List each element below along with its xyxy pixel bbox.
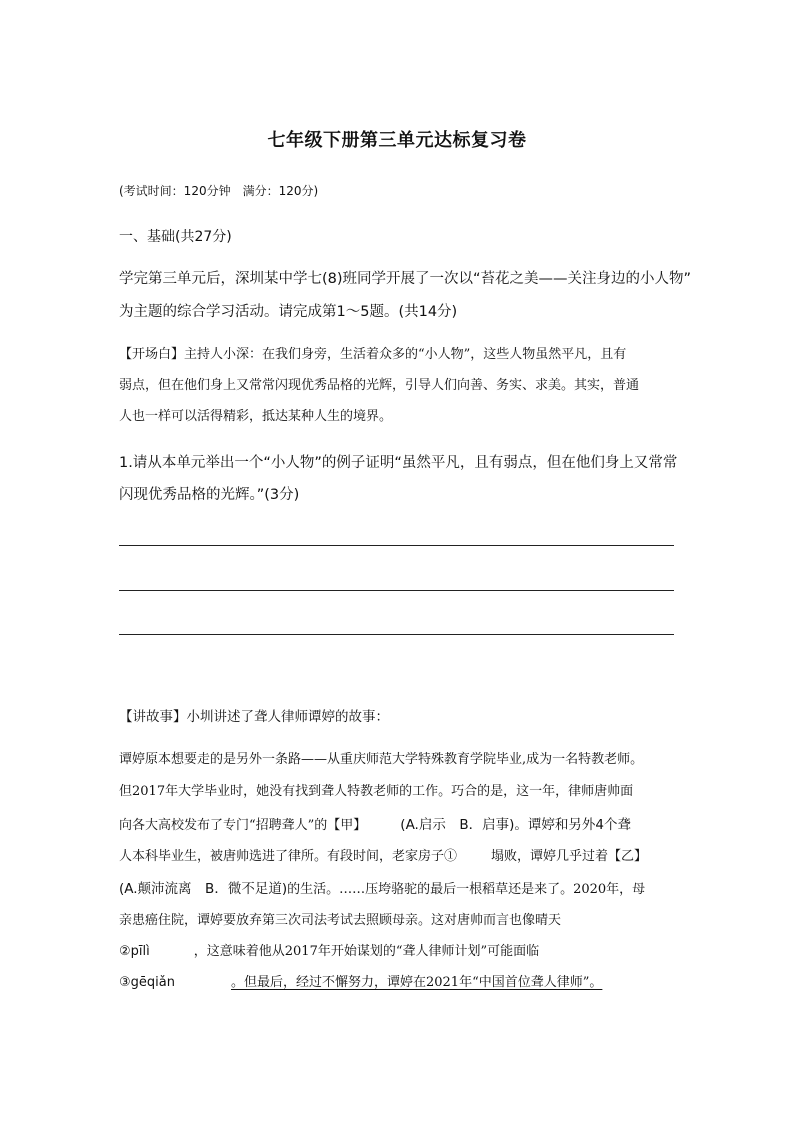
opening-line-1: 【开场白】主持人小深：在我们身旁，生活着众多的“小人物”，这些人物虽然平凡，且有 xyxy=(119,347,627,362)
intro-line-2: 为主题的综合学习活动。请完成第1～5题。(共14分) xyxy=(119,304,458,320)
intro-line-1: 学完第三单元后，深圳某中学七(8)班同学开展了一次以“苔花之美——关注身边的小人物” xyxy=(119,271,692,287)
story-line-4 xyxy=(119,847,679,867)
section-heading: 一、基础(共27分) xyxy=(119,229,232,245)
story-line-8 xyxy=(119,973,679,993)
pinyin-2: ②pīlì xyxy=(119,944,150,959)
story-line-4-text-b: 塌败，谭婷几乎过着【乙】 xyxy=(491,849,648,864)
underlined-sentence: 。但最后，经过不懈努力，谭婷在2021年“中国首位聋人律师”。 xyxy=(230,975,603,990)
opening-line-2: 弱点，但在他们身上又常常闪现优秀品格的光辉，引导人们向善、务实、求美。其实，普通 xyxy=(119,378,640,393)
story-line-5-text: 的生活。……压垮骆驼的最后一根稻草还是来了。2020年，母 xyxy=(287,882,646,897)
story-line-3 xyxy=(119,815,679,836)
question-1-line-1: 1.请从本单元举出一个“小人物”的例子证明“虽然平凡，且有弱点，但在他们身上又常常 xyxy=(119,455,678,471)
answer-line[interactable] xyxy=(119,545,674,546)
story-line-7-text: ，这意味着他从2017年开始谋划的“聋人律师计划”可能面临 xyxy=(193,944,540,959)
opening-line-3: 人也一样可以活得精彩，抵达某种人生的境界。 xyxy=(119,409,393,424)
answer-line[interactable] xyxy=(119,590,674,591)
exam-info: (考试时间：120分钟 满分：120分) xyxy=(119,184,319,198)
question-1-line-2: 闪现优秀品格的光辉。”(3分) xyxy=(119,487,300,503)
page-title: 七年级下册第三单元达标复习卷 xyxy=(267,130,527,151)
story-line-1: 谭婷原本想要走的是另外一条路——从重庆师范大学特殊教育学院毕业,成为一名特教老师。 xyxy=(119,752,644,767)
story-line-4-text: 人本科毕业生，被唐帅选进了律所。有段时间，老家房子① xyxy=(119,849,458,864)
story-line-3-text: 向各大高校发布了专门“招聘聋人”的【甲】 xyxy=(119,818,367,833)
story-line-5 xyxy=(119,879,679,900)
story-line-7 xyxy=(119,942,679,962)
answer-line[interactable] xyxy=(119,634,674,635)
choice-yi: (A.颠沛流离 B．微不足道) xyxy=(119,881,288,897)
story-line-2: 但2017年大学毕业时，她没有找到聋人特教老师的工作。巧合的是，这一年，律师唐帅面 xyxy=(119,784,634,799)
pinyin-3: ③gēqiǎn xyxy=(119,975,175,990)
story-heading: 【讲故事】小圳讲述了聋人律师谭婷的故事： xyxy=(119,709,389,725)
choice-jia: (A.启示 B．启事)。谭婷和另外4个聋 xyxy=(400,817,631,833)
story-line-6: 亲患癌住院，谭婷要放弃第三次司法考试去照顾母亲。这对唐帅而言也像晴天 xyxy=(119,913,562,928)
